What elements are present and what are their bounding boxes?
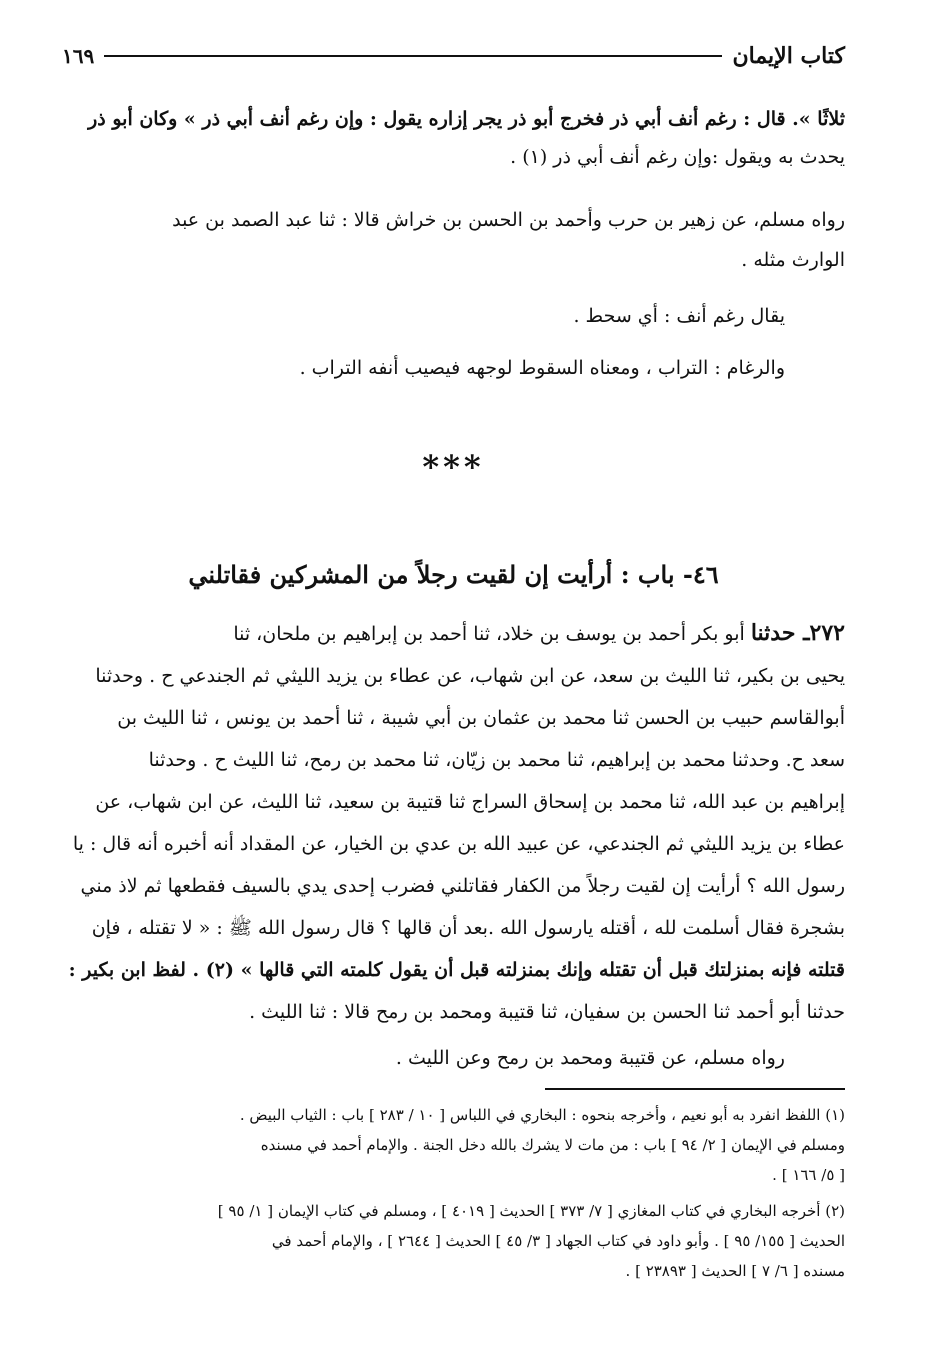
text-line: رواه مسلم، عن زهير بن حرب وأحمد بن الحسن بن خراش قالا : ثنا عبد الصمد بن عبد [172,209,845,231]
section-separator: *** [422,448,485,486]
text-line: عطاء بن يزيد الليثي ثم الجندعي، عن عبيد الله بن عدي بن الخيار، عن المقداد أنه أخبره أنه قال : يا [72,833,845,855]
narration-paragraph [62,200,845,280]
footnote-rule [545,1088,845,1090]
book-title: كتاب الإيمان [732,43,845,69]
book-page [62,0,845,1357]
text-line: سعد ح. وحدثنا محمد بن إبراهيم، ثنا محمد بن زيّان، ثنا محمد بن رمح، ثنا الليث ح . وحدثنا [148,749,845,771]
text-line: يحدث به ويقول :وإن رغم أنف أبي ذر (١) . [510,146,845,168]
hadith-label: ٢٧٢ـ حدثنا [750,620,845,646]
footnote-line: ومسلم في الإيمان [ ٢/ ٩٤ ] باب : من مات لا يشرك بالله دخل الجنة . والإمام أحمد في مسنده [260,1136,845,1154]
text-line: ثلاثًا ». قال : رغم أنف أبي ذر فخرج أبو ذر يجر إزاره يقول : وإن رغم أنف أبي ذر » وكان أبو ذر [88,108,845,130]
footnote-line: (٢) أخرجه البخاري في كتاب المغازي [ ٧/ ٣٧٣ ] الحديث [ ٤٠١٩ ] ، ومسلم في كتاب الإيمان [ ١/ ٩٥ ] [217,1202,845,1220]
text-line: يحيى بن بكير، ثنا الليث بن سعد، عن ابن شهاب، عن عطاء بن يزيد الليثي ثم الجندعي ح . وحدثنا [95,665,845,687]
footnote-1 [62,1100,845,1190]
footnote-line: مسنده [ ٦/ ٧ ] الحديث [ ٢٣٨٩٣ ] . [625,1262,845,1280]
text-line: أبوالقاسم حبيب بن الحسن ثنا محمد بن عثمان بن أبي شيبة ، ثنا أحمد بن يونس ، ثنا الليث بن [117,707,845,729]
definition-line: يقال رغم أنف : أي سحط . [573,305,785,327]
footnote-2 [62,1196,845,1286]
continuation-paragraph [62,100,845,176]
footnote-line: [ ٥/ ١٦٦ ] . [772,1166,845,1184]
definition-line: والرغام : التراب ، ومعناه السقوط لوجهه فيصيب أنفه التراب . [299,357,785,379]
page-header [62,36,845,76]
header-rule [104,55,722,57]
hadith-closing: رواه مسلم، عن قتيبة ومحمد بن رمح وعن الليث . [395,1047,785,1069]
text-line: حدثنا أبو أحمد ثنا الحسن بن سفيان، ثنا قتيبة ومحمد بن رمح قالا : ثنا الليث . [249,1001,845,1023]
footnote-line: (١) اللفظ انفرد به أبو نعيم ، وأخرجه بنحوه : البخاري في اللباس [ ١٠ / ٢٨٣ ] باب : الثياب البيض . [239,1106,845,1124]
text-line: رسول الله ؟ أرأيت إن لقيت رجلاً من الكفار فقاتلني فضرب إحدى يدي بالسيف فقطعها ثم لاذ مني [80,875,845,897]
footnote-line: الحديث [ ١٥٥/ ٩٥ ] . وأبو داود في كتاب الجهاد [ ٣/ ٤٥ ] الحديث [ ٢٦٤٤ ] ، والإمام أحمد في [271,1232,845,1250]
text-line: الوارث مثله . [741,249,845,271]
hadith-first-line: ٢٧٢ـ حدثنا أبو بكر أحمد بن يوسف بن خلاد، ثنا أحمد بن إبراهيم بن ملحان، ثنا [233,620,845,646]
page-number: ١٦٩ [62,44,95,68]
text-line: إبراهيم بن عبد الله، ثنا محمد بن إسحاق السراج ثنا قتيبة بن سعيد، ثنا الليث، عن ابن شهاب، عن [95,791,845,813]
chapter-title: ٤٦- باب : أرأيت إن لقيت رجلاً من المشركين فقاتلني [188,560,719,589]
hadith-272 [62,612,845,1033]
text-line: قتلته فإنه بمنزلتك قبل أن تقتله وإنك بمنزلته قبل أن يقول كلمته التي قالها » (٢) . لفظ ابن بكير : [68,959,845,981]
text-line: بشجرة فقال أسلمت لله ، أقتله يارسول الله .بعد أن قالها ؟ قال رسول الله ﷺ : « لا تقتله ، فإن [91,917,845,939]
